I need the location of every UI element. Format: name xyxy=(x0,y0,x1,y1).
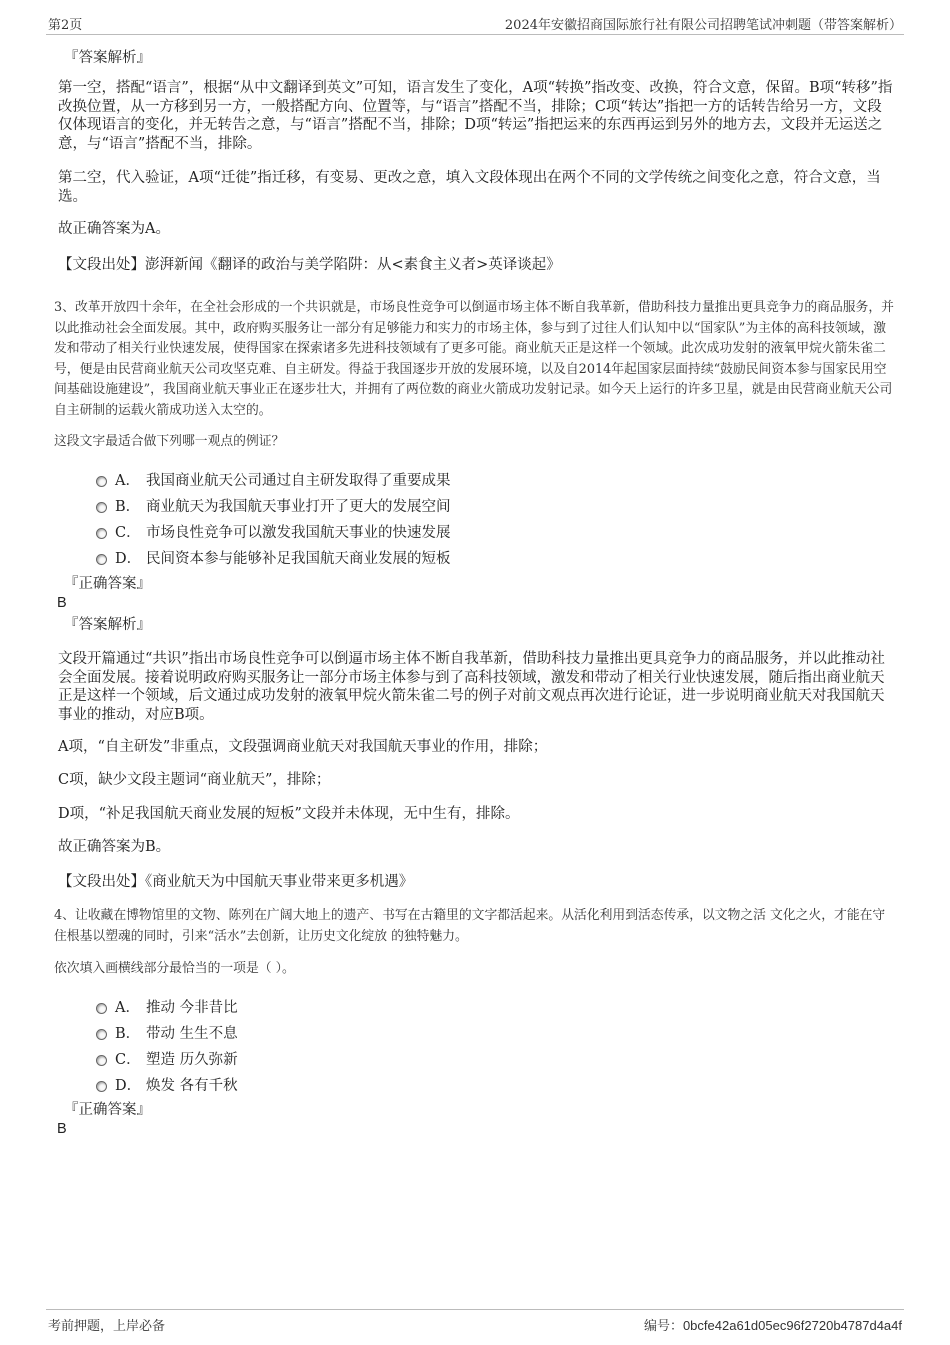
q4-question: 依次填入画横线部分最恰当的一项是（ ）。 xyxy=(54,961,295,976)
radio-icon[interactable] xyxy=(96,1081,107,1092)
q3-source: 【文段出处】《商业航天为中国航天事业带来更多机遇》 xyxy=(58,874,414,890)
q3-analysis-item-c: C项，缺少文段主题词“商业航天”，排除； xyxy=(58,772,331,788)
footer-slogan: 考前押题，上岸必备 xyxy=(48,1319,166,1334)
q3-correct-label: 『正确答案』 xyxy=(64,576,151,592)
q2-analysis-para1: 第一空，搭配“语言”，根据“从中文翻译到英文”可知，语言发生了变化，A项“转换”指改变、改换，符合文意，保留。B项“转移”指改换位置，从一方移到另一方，一般搭配方向、位置等，与“语言”搭配不当，排除；C项“转达”指把一方的话转告给另一方，文段仅体现语言的变化，并无转告之意，与“语言”搭配不当，排除；D项“转运”指把运来的东西再运到另外的地方去，文段并无运送之意，与“语言”搭配不当，排除。 xyxy=(58,80,893,152)
q2-analysis-para2: 第二空，代入验证，A项“迁徙”指迁移，有变易、更改之意，填入文段体现出在两个不同的文学传统之间变化之意，符合文意，当选。 xyxy=(58,170,881,205)
q3-analysis-label: 『答案解析』 xyxy=(64,617,151,633)
q3-passage: 3、改革开放四十余年，在全社会形成的一个共识就是，市场良性竞争可以倒逼市场主体不断自我革新，借助科技力量推出更具竞争力的商品服务，并以此推动社会全面发展。其中，政府购买服务让一部分有足够能力和实力的市场主体，参与到了过往人们认知中以“国家队”为主体的高科技领域，激发和带动了相关行业快速发展，使得国家在探索诸多先进科技领域有了更多可能。商业航天正是这样一个领域。此次成功发射的液氧甲烷火箭朱雀二号，便是由民营商业航天公司攻坚克难、自主研发。得益于我国逐步开放的发展环境，以及自2014年起国家层面持续“鼓励民间资本参与国家民用空间基础设施建设”，我国商业航天事业正在逐步壮大，并拥有了两位数的商业火箭成功发射记录。如今天上运行的许多卫星，就是由民营商业航天公司自主研制的运载火箭成功送入太空的。 xyxy=(54,300,894,418)
document-code: 编号：0bcfe42a61d05ec96f2720b4787d4a4f xyxy=(643,1318,902,1334)
q2-source: 【文段出处】澎湃新闻《翻译的政治与美学陷阱：从<素食主义者>英译谈起》 xyxy=(58,257,561,273)
page-number: 第2页 xyxy=(48,18,83,33)
q3-correct-answer: B xyxy=(57,595,67,611)
radio-icon[interactable] xyxy=(96,528,107,539)
q2-conclusion: 故正确答案为A。 xyxy=(58,221,170,237)
q3-analysis-item-a: A项，“自主研发”非重点，文段强调商业航天对我国航天事业的作用，排除； xyxy=(58,739,548,755)
q4-correct-label: 『正确答案』 xyxy=(64,1102,151,1118)
q4-correct-answer: B xyxy=(57,1121,67,1137)
q3-conclusion: 故正确答案为B。 xyxy=(58,839,171,855)
radio-icon[interactable] xyxy=(96,502,107,513)
radio-icon[interactable] xyxy=(96,1003,107,1014)
radio-icon[interactable] xyxy=(96,476,107,487)
radio-icon[interactable] xyxy=(96,554,107,565)
radio-icon[interactable] xyxy=(96,1055,107,1066)
q2-analysis-label: 『答案解析』 xyxy=(64,50,151,66)
page-header xyxy=(46,14,904,35)
document-title: 2024年安徽招商国际旅行社有限公司招聘笔试冲刺题（带答案解析） xyxy=(504,18,902,33)
radio-icon[interactable] xyxy=(96,1029,107,1040)
q3-analysis-item-d: D项，“补足我国航天商业发展的短板”文段并未体现，无中生有，排除。 xyxy=(58,806,520,822)
q3-analysis-para1: 文段开篇通过“共识”指出市场良性竞争可以倒逼市场主体不断自我革新，借助科技力量推出更具竞争力的商品服务，并以此推动社会全面发展。接着说明政府购买服务让一部分市场主体参与到了高科技领域，激发和带动了相关行业快速发展，随后指出商业航天正是这样一个领域，后文通过成功发射的液氧甲烷火箭朱雀二号的例子对前文观点再次进行论证，进一步说明商业航天对我国航天事业的推动，对应B项。 xyxy=(58,651,885,723)
q4-passage: 4、让收藏在博物馆里的文物、陈列在广阔大地上的遗产、书写在古籍里的文字都活起来。从活化利用到活态传承，以文物之活 文化之火，才能在守住根基以塑魂的同时，引来“活水”去创新，让历史文化绽放 的独特魅力。 xyxy=(54,908,886,944)
q3-question: 这段文字最适合做下列哪一观点的例证？ xyxy=(54,434,285,449)
page-footer xyxy=(46,1309,904,1334)
